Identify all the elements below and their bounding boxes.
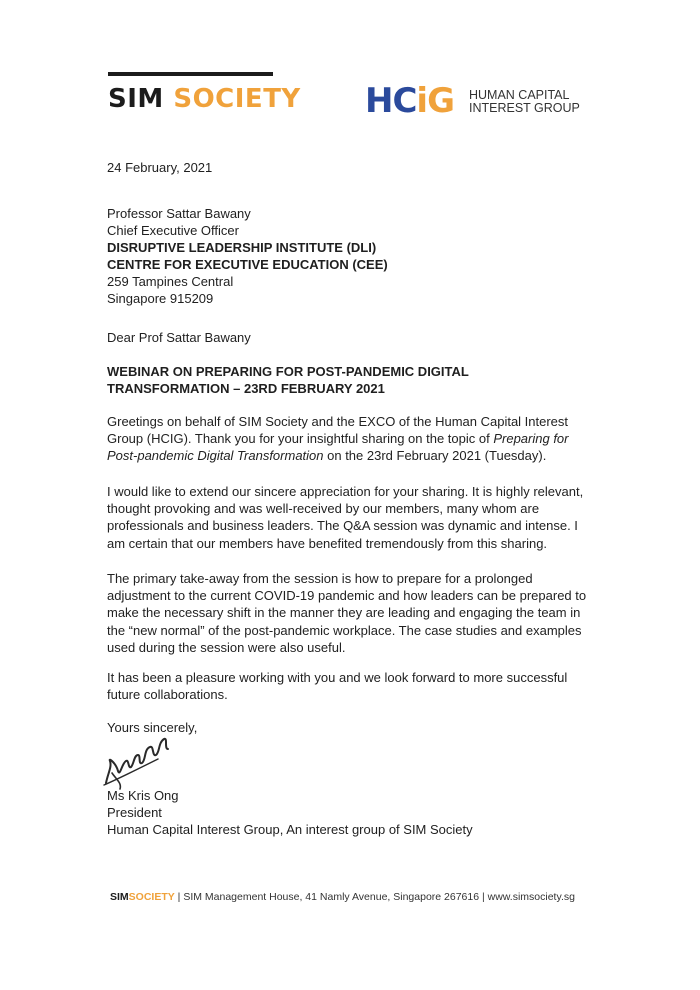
hcig-logo (365, 82, 595, 122)
subject-line-1: WEBINAR ON PREPARING FOR POST-PANDEMIC DIGITAL (107, 364, 469, 379)
paragraph-line: Greetings on behalf of SIM Society and the EXCO of the Human Capital Interest (107, 414, 569, 429)
letter-date: 24 February, 2021 (107, 160, 213, 175)
paragraph-line: professionals and business leaders. The Q&A session was dynamic and intense. I (107, 518, 578, 534)
paragraph-line: the “new normal” of the post-pandemic workplace. The case studies and examples (107, 622, 582, 638)
signature-image (98, 733, 178, 793)
sim-society-logo (108, 72, 301, 122)
hcig-logo-text (469, 89, 580, 115)
paragraph-line: am certain that our members have benefited tremendously from this sharing. (107, 535, 548, 551)
topic-italic: Preparing for (493, 431, 569, 447)
paragraph-line (107, 447, 582, 464)
logo-word-sim: SIM (108, 84, 164, 114)
footer-sim: SIM (110, 891, 129, 903)
footer (110, 890, 575, 904)
hcig-mark-hc: HC (365, 81, 417, 121)
paragraph-line: adjustment to the current COVID-19 pandemic and how leaders can be prepared to (107, 588, 587, 604)
paragraph-line: thought provoking and was well-received by our members, many whom are (107, 501, 540, 517)
hcig-logo-line1: HUMAN CAPITAL (469, 88, 570, 102)
paragraph-line: I would like to extend our sincere appreciation for your sharing. It is highly relevant, (107, 484, 584, 499)
paragraph-closing (107, 669, 582, 703)
paragraph-line: future collaborations. (107, 687, 228, 703)
signer-name: Ms Kris Ong (107, 788, 179, 803)
paragraph-line: It has been a pleasure working with you and we look forward to more successful (107, 670, 568, 685)
text-run: on the 23rd February 2021 (Tuesday). (323, 448, 547, 464)
recipient-address-2: Singapore 915209 (107, 291, 214, 306)
logo-bar (108, 72, 273, 76)
logo-word-society: SOCIETY (173, 84, 301, 114)
paragraph-line (107, 430, 582, 447)
logo-wordmark (108, 82, 301, 116)
paragraph-line: used during the session were also useful. (107, 639, 346, 655)
subject-line-2: TRANSFORMATION – 23RD FEBRUARY 2021 (107, 381, 385, 396)
recipient-org-2: CENTRE FOR EXECUTIVE EDUCATION (CEE) (107, 257, 388, 272)
footer-society: SOCIETY (128, 891, 175, 903)
paragraph-takeaway (107, 570, 587, 656)
signer-org: Human Capital Interest Group, An interest group of SIM Society (107, 822, 473, 837)
hcig-mark-ig: iG (416, 81, 454, 121)
salutation: Dear Prof Sattar Bawany (107, 330, 251, 345)
hcig-mark (365, 82, 454, 120)
closing: Yours sincerely, (107, 720, 198, 735)
footer-address: | SIM Management House, 41 Namly Avenue, Singapore 267616 | www.simsociety.sg (174, 891, 575, 903)
paragraph-appreciation (107, 483, 582, 552)
paragraph-greeting (107, 413, 582, 465)
hcig-logo-line2: INTEREST GROUP (469, 101, 580, 115)
paragraph-line: The primary take-away from the session is how to prepare for a prolonged (107, 571, 533, 586)
signer-title: President (107, 805, 162, 820)
topic-italic: Post-pandemic Digital Transformation (107, 448, 324, 464)
text-run: Group (HCIG). Thank you for your insightful sharing on the topic of (107, 431, 494, 447)
recipient-address-1: 259 Tampines Central (107, 274, 234, 289)
recipient-org-1: DISRUPTIVE LEADERSHIP INSTITUTE (DLI) (107, 240, 377, 255)
paragraph-line: make the necessary shift in the manner they are leading and engaging the team in (107, 605, 581, 621)
recipient-title: Chief Executive Officer (107, 223, 239, 238)
recipient-name: Professor Sattar Bawany (107, 206, 251, 221)
